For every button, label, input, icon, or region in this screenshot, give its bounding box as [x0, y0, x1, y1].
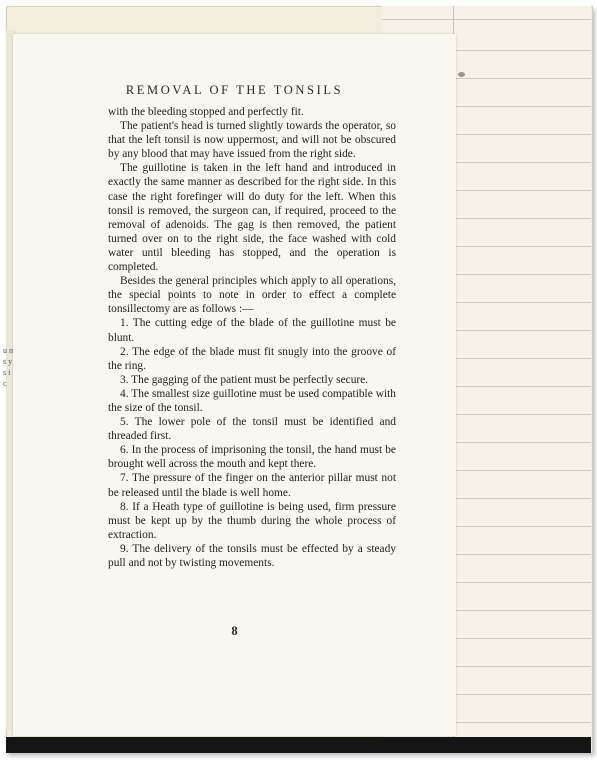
list-item: 1. The cutting edge of the blade of the guillotine must be blunt. — [108, 317, 396, 344]
list-item: 2. The edge of the blade must fit snugly into the groove of the ring. — [108, 345, 396, 372]
staple-hole-mark — [458, 72, 465, 77]
paragraph: The guillotine is taken in the left hand and introduced in exactly the same manner as described for the right side. In this case the right forefinger will do duty for the left. When this tonsil is removed, the surgeon can, if required, proceed to the removal of adenoids. The gag is then removed, the patient turned over on to the right side, the face washed with cold water until bleeding has stopped, and the operation is completed. — [108, 162, 396, 274]
page-body — [108, 105, 396, 570]
paragraph: The patient's head is turned slightly towards the operator, so that the left tonsil is now uppermost, and will not be obscured by any blood that may have issued from the right side. — [108, 120, 396, 161]
list-item: 6. In the process of imprisoning the tonsil, the hand must be brought well across the mouth and kept there. — [108, 444, 396, 471]
book-page — [13, 34, 456, 736]
list-item: 4. The smallest size guillotine must be used compatible with the size of the tonsil. — [108, 387, 396, 414]
paragraph: with the bleeding stopped and perfectly fit. — [108, 106, 304, 118]
left-margin-marks: u n s y s i c — [3, 346, 13, 388]
scan-bottom-edge — [6, 737, 591, 753]
list-item: 7. The pressure of the finger on the anterior pillar must not be released until the blade is well home. — [108, 472, 396, 499]
list-item: 3. The gagging of the patient must be perfectly secure. — [120, 373, 369, 386]
list-item: 9. The delivery of the tonsils must be effected by a steady pull and not by twisting movements. — [108, 542, 396, 569]
paragraph: Besides the general principles which apply to all operations, the special points to note in order to effect a complete tonsillectomy are as follows :— — [108, 275, 396, 316]
page-number: 8 — [231, 624, 238, 638]
running-header: REMOVAL OF THE TONSILS — [125, 83, 344, 97]
list-item: 8. If a Heath type of guillotine is being used, firm pressure must be kept up by the thumb during the whole process of extraction. — [108, 500, 396, 541]
list-item: 5. The lower pole of the tonsil must be identified and threaded first. — [108, 416, 396, 443]
